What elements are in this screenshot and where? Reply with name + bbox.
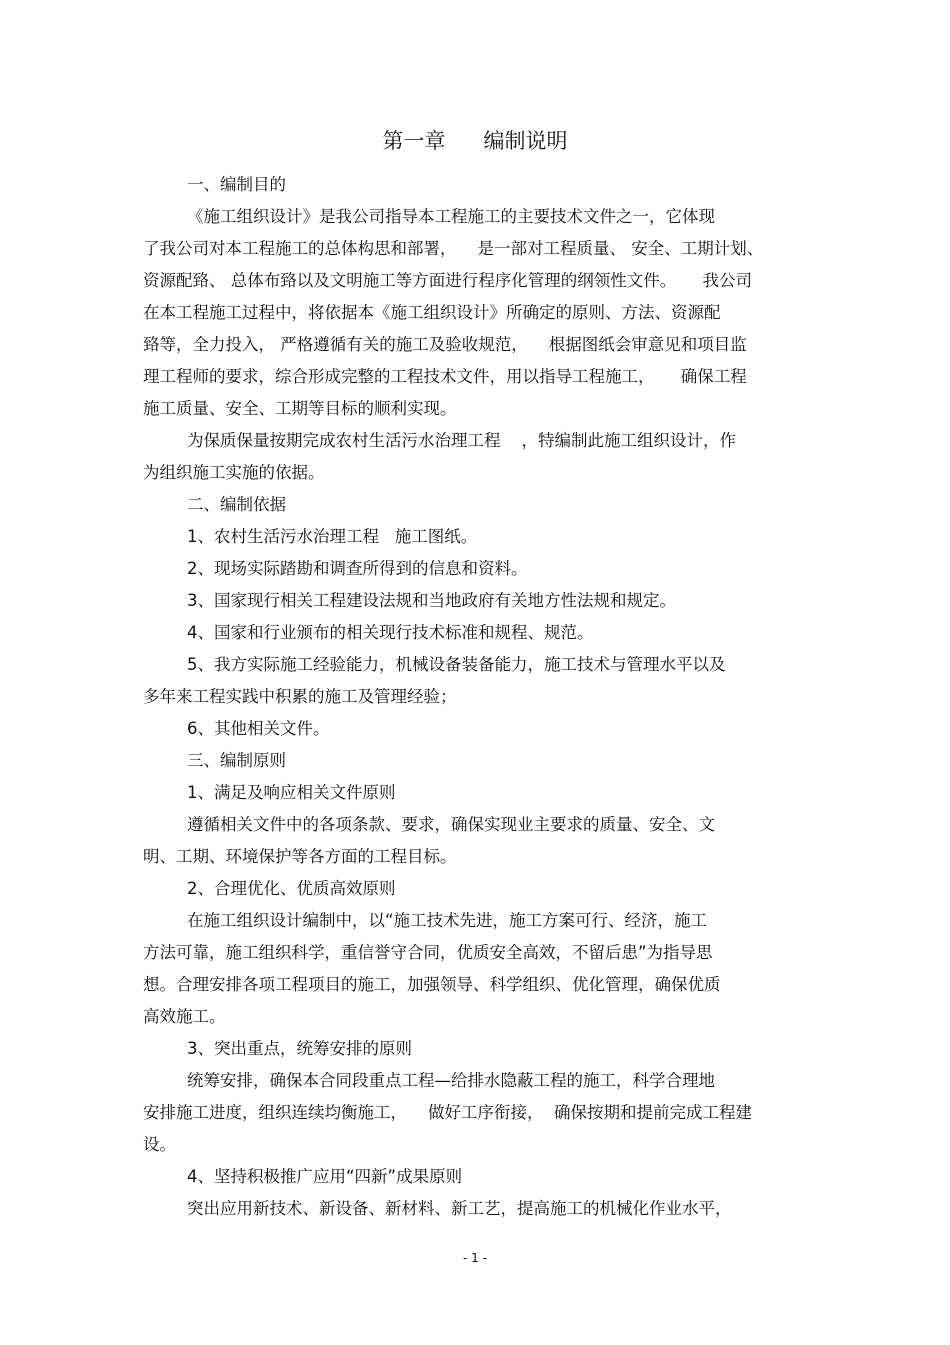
- list-item: 1、农村生活污水治理工程 施工图纸。: [187, 527, 478, 546]
- paragraph-line: 了我公司对本工程施工的总体构思和部署， 是一部对工程质量、 安全、工期计划、: [143, 239, 764, 258]
- subheading: 3、突出重点，统筹安排的原则: [187, 1039, 412, 1058]
- paragraph-line: 为保质保量按期完成农村生活污水治理工程 ，特编制此施工组织设计，作: [187, 431, 736, 450]
- list-item: 4、国家和行业颁布的相关现行技术标准和规程、规范。: [187, 623, 594, 642]
- paragraph-line: 统筹安排，确保本合同段重点工程—给排水隐蔽工程的施工，科学合理地: [187, 1071, 715, 1090]
- paragraph-line: 在施工组织设计编制中，以“施工技术先进，施工方案可行、经济，施工: [187, 911, 708, 930]
- list-item: 3、国家现行相关工程建设法规和当地政府有关地方性法规和规定。: [187, 591, 676, 610]
- paragraph-line: 方法可靠，施工组织科学，重信誉守合同，优质安全高效，不留后患”为指导思: [143, 943, 713, 962]
- paragraph-line: 资源配臵、 总体布臵以及文明施工等方面进行程序化管理的纲领性文件。 我公司: [143, 271, 752, 290]
- list-item: 2、现场实际踏勘和调查所得到的信息和资料。: [187, 559, 528, 578]
- paragraph-line: 安排施工进度，组织连续均衡施工， 做好工序衔接， 确保按期和提前完成工程建: [143, 1103, 752, 1122]
- list-item: 6、其他相关文件。: [187, 719, 330, 738]
- paragraph-line: 臵等，全力投入， 严格遵循有关的施工及验收规范， 根据图纸会审意见和项目监: [143, 335, 747, 354]
- paragraph-line: 设。: [143, 1135, 176, 1154]
- section-heading-basis: 二、编制依据: [187, 495, 286, 514]
- paragraph-line: 多年来工程实践中积累的施工及管理经验；: [143, 687, 457, 706]
- paragraph-line: 在本工程施工过程中，将依据本《施工组织设计》所确定的原则、方法、资源配: [143, 303, 721, 322]
- chapter-number: 第一章: [382, 129, 446, 153]
- paragraph-line: 为组织施工实施的依据。: [143, 463, 325, 482]
- list-item: 5、我方实际施工经验能力，机械设备装备能力，施工技术与管理水平以及: [187, 655, 726, 674]
- subheading: 4、坚持积极推广应用“四新”成果原则: [187, 1167, 463, 1186]
- page-number: - 1 -: [463, 1251, 487, 1265]
- paragraph-line: 高效施工。: [143, 1007, 226, 1026]
- subheading: 2、合理优化、优质高效原则: [187, 879, 396, 898]
- paragraph-line: 遵循相关文件中的各项条款、要求，确保实现业主要求的质量、安全、文: [187, 815, 715, 834]
- paragraph-line: 施工质量、安全、工期等目标的顺利实现。: [143, 399, 457, 418]
- paragraph-line: 想。合理安排各项工程项目的施工，加强领导、科学组织、优化管理，确保优质: [143, 975, 721, 994]
- section-heading-principles: 三、编制原则: [187, 751, 286, 770]
- paragraph-line: 《施工组织设计》是我公司指导本工程施工的主要技术文件之一，它体现: [187, 207, 715, 226]
- paragraph-line: 突出应用新技术、新设备、新材料、新工艺，提高施工的机械化作业水平，: [187, 1199, 732, 1218]
- chapter-title: [0, 126, 950, 156]
- paragraph-line: 理工程师的要求，综合形成完整的工程技术文件，用以指导工程施工， 确保工程: [143, 367, 747, 386]
- paragraph-line: 明、工期、环境保护等各方面的工程目标。: [143, 847, 457, 866]
- chapter-name: 编制说明: [483, 129, 568, 153]
- section-heading-purpose: 一、编制目的: [187, 175, 286, 194]
- subheading: 1、满足及响应相关文件原则: [187, 783, 396, 802]
